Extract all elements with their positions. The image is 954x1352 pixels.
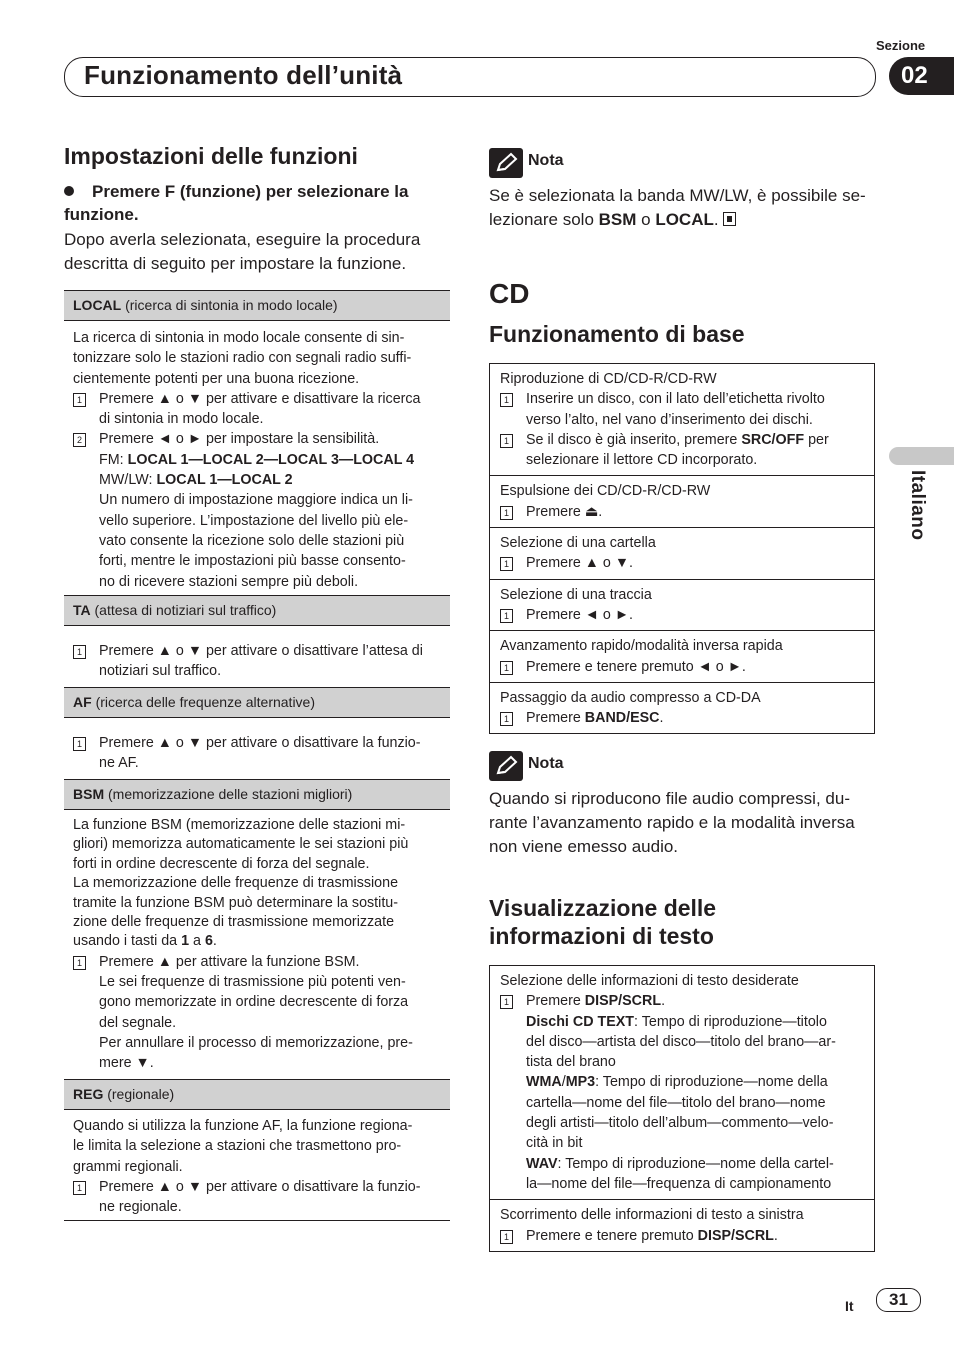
text-info-heading: Visualizzazione delle informazioni di testo: [489, 895, 717, 949]
cd-heading: CD: [489, 278, 530, 309]
page-title: Funzionamento dell’unità: [84, 60, 403, 90]
step-item: 1 Premere ▲ o ▼ per attivare o disattivare l’attesa di notiziari sul traffico.: [73, 641, 445, 682]
language-side-label: Italiano: [907, 470, 928, 541]
ta-block: [73, 641, 445, 682]
function-header-ta: TA (attesa di notiziari sul traffico): [64, 595, 450, 626]
basic-operation-table: [489, 363, 875, 734]
table-row: Selezione delle informazioni di testo desiderate 1 Premere DISP/SCRL. Dischi CD TEXT: Tempo di riproduzione—titolo del disco—artista del disco—titolo del brano—ar- tista del brano WMA/MP3: Tempo di riproduzione—nome della cartella—nome del file—titolo del brano—nome degli artisti—titolo dell’album—commento—velo- cità in bit WAV: Tempo di riproduzione—nome della cartel- la—nome del file—frequenza di campionamento: [500, 973, 836, 1192]
function-header-reg: REG (regionale): [64, 1079, 450, 1110]
functions-instruction: Premere F (funzione) per selezionare la funzione.: [64, 182, 409, 224]
note-pencil-icon: [489, 751, 523, 781]
reg-block: Quando si utilizza la funzione AF, la funzione regiona- le limita la selezione a stazioni che trasmettono pro- grammi regionali. 1 Premere ▲ o ▼ per attivare o disattivare la funzio- ne regionale.: [73, 1116, 445, 1217]
note-text-2: Quando si riproducono file audio compressi, du- rante l’avanzamento rapido e la modalità inversa non viene emesso audio.: [489, 789, 855, 856]
bullet-icon: [64, 186, 74, 196]
table-row: Scorrimento delle informazioni di testo a sinistra 1 Premere e tenere premuto DISP/SCRL.: [490, 1199, 874, 1251]
step-item: 1 Premere ▲ o ▼ per attivare e disattivare la ricerca di sintonia in modo locale.: [73, 389, 445, 430]
af-block: [73, 733, 445, 774]
footer-language: It: [845, 1298, 854, 1314]
function-header-bsm: BSM (memorizzazione delle stazioni migliori): [64, 779, 450, 810]
step-item: 1 Premere ▲ o ▼ per attivare o disattivare la funzio- ne regionale.: [73, 1177, 445, 1218]
function-header-af: AF (ricerca delle frequenze alternative): [64, 687, 450, 718]
functions-intro: Dopo averla selezionata, eseguire la procedura descritta di seguito per impostare la funzione.: [64, 230, 421, 273]
end-mark-icon: [723, 212, 736, 226]
text-info-table: [489, 965, 875, 1252]
table-row: Selezione di una traccia 1 Premere ◄ o ►.: [490, 579, 874, 631]
functions-heading: Impostazioni delle funzioni: [64, 143, 358, 169]
section-number-badge: 02: [889, 57, 954, 95]
table-row: Selezione di una cartella 1 Premere ▲ o ▼.: [490, 527, 874, 579]
page-number: 31: [876, 1288, 921, 1312]
table-row: Avanzamento rapido/modalità inversa rapida 1 Premere e tenere premuto ◄ o ►.: [490, 630, 874, 682]
note-label: Nota: [528, 755, 564, 772]
language-tab-marker: [889, 447, 954, 465]
table-row: Riproduzione di CD/CD-R/CD-RW 1 Inserire un disco, con il lato dell’etichetta rivolto verso l’alto, nel vano d’inserimento dei dischi. 1 Se il disco è già inserito, premere SRC/OFF per selezionare il lettore CD incorporato.: [500, 371, 829, 469]
note-label: Nota: [528, 152, 564, 169]
local-block: La ricerca di sintonia in modo locale consente di sin- tonizzare solo le stazioni radio con segnali radio suffi- cientemente potenti per una buona ricezione. 1 Premere ▲ o ▼ per attivare e disattivare la ricerca di sintonia in modo locale. 2 Premere ◄ o ► per impostare la sensibilità. FM: LOCAL 1—LOCAL 2—LOCAL 3—LOCAL 4 MW/LW: LOCAL 1—LOCAL 2 Un numero di impostazione maggiore indica un li- vello superiore. L’impostazione del livello più ele- vato consente la ricezione solo delle stazioni più forti, mentre le impostazioni più basse consento- no di ricevere stazioni sempre più deboli.: [73, 328, 445, 592]
table-bottom-rule: [64, 1220, 450, 1221]
function-header-local: LOCAL (ricerca di sintonia in modo locale): [64, 290, 450, 321]
table-row: Passaggio da audio compresso a CD-DA 1 Premere BAND/ESC.: [490, 682, 874, 734]
note-text-1: Se è selezionata la banda MW/LW, è possibile se- lezionare solo BSM o LOCAL.: [489, 186, 866, 229]
step-item: 1 Premere ▲ per attivare la funzione BSM. Le sei frequenze di trasmissione più potenti ven- gono memorizzate in ordine decrescente di forza del segnale. Per annullare il processo di memorizzazione, pre- mere ▼.: [73, 952, 445, 1074]
basic-operation-heading: Funzionamento di base: [489, 321, 745, 347]
bsm-block: La funzione BSM (memorizzazione delle stazioni mi- gliori) memorizza automaticamente le sei stazioni più forti in ordine decrescente di forza del segnale. La memorizzazione delle frequenze di trasmissione tramite la funzione BSM può determinare la sostitu- zione delle frequenze di trasmissione memorizzate usando i tasti da 1 a 6. 1 Premere ▲ per attivare la funzione BSM. Le sei frequenze di trasmissione più potenti ven- gono memorizzate in ordine decrescente di forza del segnale. Per annullare il processo di memorizzazione, pre- mere ▼.: [73, 816, 445, 1074]
table-row: Espulsione dei CD/CD-R/CD-RW 1 Premere ⏏.: [490, 475, 874, 527]
section-label: Sezione: [876, 38, 926, 53]
note-pencil-icon: [489, 148, 523, 178]
step-item: 2 Premere ◄ o ► per impostare la sensibilità. FM: LOCAL 1—LOCAL 2—LOCAL 3—LOCAL 4 MW/LW: LOCAL 1—LOCAL 2 Un numero di impostazione maggiore indica un li- vello superiore. L’impostazione del livello più ele- vato consente la ricezione solo delle stazioni più forti, mentre le impostazioni più basse consento- no di ricevere stazioni sempre più deboli.: [73, 429, 445, 591]
step-item: 1 Premere ▲ o ▼ per attivare o disattivare la funzio- ne AF.: [73, 733, 445, 774]
